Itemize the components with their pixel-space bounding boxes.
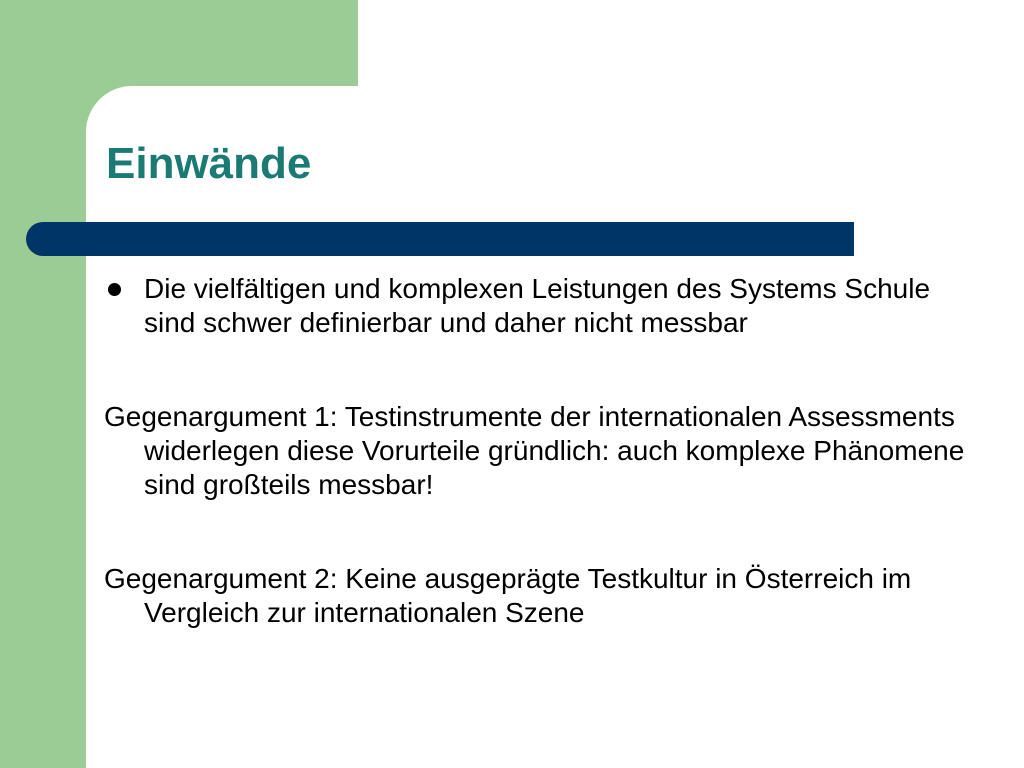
counterargument-2 [104,562,984,630]
bullet-point-1 [104,272,984,340]
counterargument-1 [104,400,984,502]
title-divider-bar [26,222,854,256]
bullet-dot-icon [108,283,121,296]
counterargument-1-text: Gegenargument 1: Testinstrumente der internationalen Assessments widerlegen diese Vorurteile gründlich: auch komplexe Phänomene sind großteils messbar! [104,401,965,500]
slide-content [104,272,984,630]
bullet-point-1-text: Die vielfältigen und komplexen Leistungen des Systems Schule sind schwer definierbar und daher nicht messbar [144,273,931,338]
slide-title: Einwände [106,139,312,188]
counterargument-2-text: Gegenargument 2: Keine ausgeprägte Testkultur in Österreich im Vergleich zur internationalen Szene [104,563,912,628]
